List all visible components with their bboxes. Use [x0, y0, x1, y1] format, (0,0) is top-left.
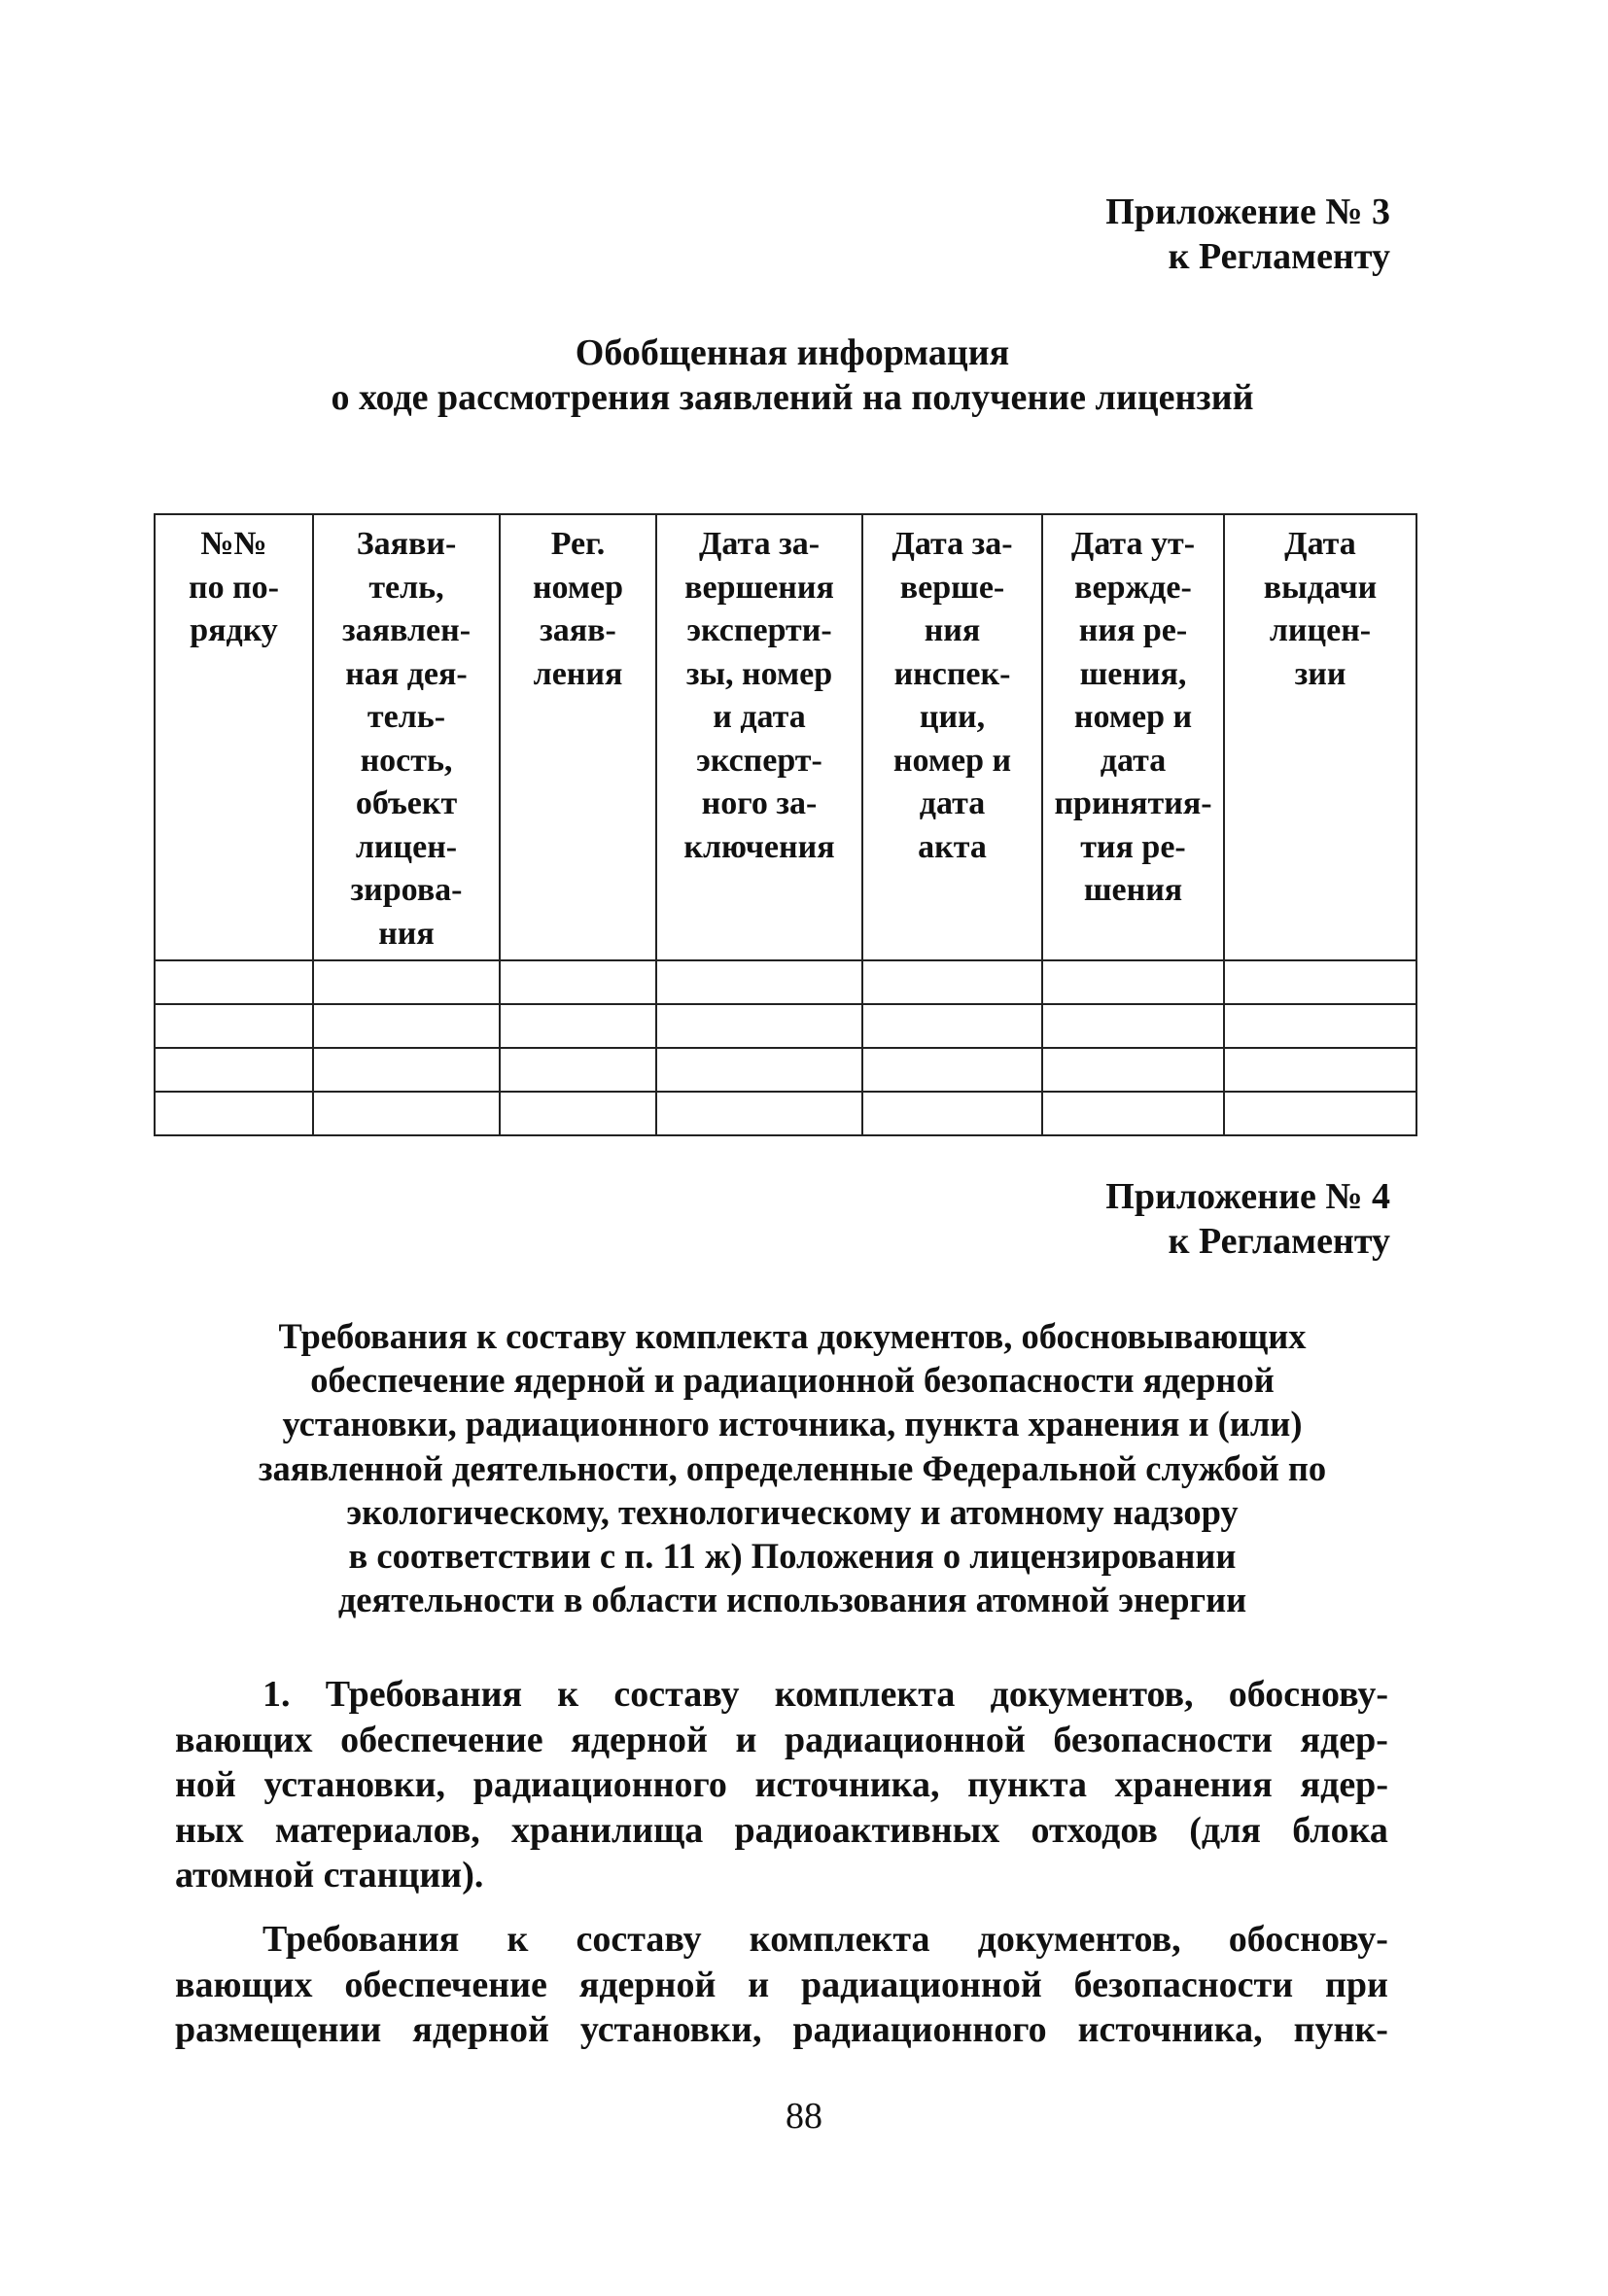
- column-header-line: номер и: [892, 742, 1012, 779]
- column-header-line: верше-: [899, 569, 1005, 606]
- table-cell: [862, 1048, 1042, 1092]
- table-cell: [862, 960, 1042, 1004]
- paragraph-word: обоснову-: [1228, 1674, 1388, 1715]
- column-header-line: вержде-: [1074, 569, 1192, 606]
- paragraph-word: пункта: [967, 1764, 1087, 1805]
- table-cell: [313, 960, 500, 1004]
- table-cell: [500, 1048, 656, 1092]
- paragraph-word: к: [507, 1919, 529, 1960]
- appendix-4-title-line: в соответствии с п. 11 ж) Положения о лицензировании: [348, 1536, 1237, 1577]
- paragraph-word: безопасности: [1073, 1964, 1294, 2005]
- page-number: 88: [786, 2096, 822, 2137]
- column-header-5: [862, 514, 1042, 960]
- column-header-2: [313, 514, 500, 960]
- column-header-line: ключения: [683, 828, 835, 865]
- column-header-line: ния: [378, 915, 435, 952]
- paragraph-word: безопасности: [1053, 1719, 1273, 1760]
- table-cell: [1224, 1092, 1416, 1135]
- column-header-3: [500, 514, 656, 960]
- paragraph-line: [175, 1762, 1388, 1808]
- paragraph-word: ных: [175, 1809, 244, 1851]
- paragraph-word: обеспечение: [340, 1719, 543, 1760]
- column-header-line: вершения: [684, 569, 834, 606]
- paragraph-word: Требования: [325, 1674, 523, 1715]
- column-header-4: [656, 514, 862, 960]
- paragraph-word: радиационного: [472, 1764, 727, 1805]
- paragraph-word: обоснову-: [1228, 1919, 1388, 1960]
- paragraph-word: составу: [613, 1674, 740, 1715]
- column-header-line: дата: [1100, 742, 1167, 779]
- paragraph-word: материалов,: [274, 1809, 480, 1851]
- paragraph-word: радиационной: [801, 1964, 1042, 2005]
- appendix-4-title: [146, 1314, 1439, 1621]
- column-header-line: ная дея-: [345, 655, 468, 692]
- table-cell: [1042, 1048, 1224, 1092]
- table-cell: [313, 1092, 500, 1135]
- column-header-line: ления: [533, 655, 623, 692]
- paragraph-line: [175, 1917, 1388, 1963]
- column-header-line: шения,: [1079, 655, 1187, 692]
- appendix-3-title-line-2: о ходе рассмотрения заявлений на получение лицензий: [331, 377, 1254, 418]
- table-cell: [1224, 1048, 1416, 1092]
- paragraph-word: установки,: [579, 2009, 762, 2050]
- table-cell: [155, 1004, 313, 1048]
- column-header-line: ния: [924, 612, 981, 648]
- appendix-4-title-line: Требования к составу комплекта документов, обосновывающих: [278, 1316, 1307, 1356]
- appendix-4-heading: [1105, 1174, 1390, 1264]
- column-header-line: Дата ут-: [1070, 526, 1196, 562]
- table-cell: [656, 1092, 862, 1135]
- table-cell: [656, 1004, 862, 1048]
- paragraph-word: хранения: [1114, 1764, 1273, 1805]
- column-header-line: рядку: [190, 612, 278, 648]
- column-header-6: [1042, 514, 1224, 960]
- appendix-3-title-line-1: Обобщенная информация: [575, 332, 1010, 373]
- paragraph-word: документов,: [990, 1674, 1194, 1715]
- paragraph-line: [175, 1963, 1388, 2008]
- table-cell: [500, 960, 656, 1004]
- column-header-line: эксперт-: [696, 742, 822, 779]
- paragraph-word: радиационной: [785, 1719, 1026, 1760]
- paragraph-word: ной: [175, 1764, 236, 1805]
- paragraph-word: ядер-: [1300, 1719, 1388, 1760]
- paragraph-line: [175, 1718, 1388, 1763]
- table-cell: [1042, 1004, 1224, 1048]
- appendix-3-heading: [1105, 190, 1390, 279]
- table-cell: [313, 1004, 500, 1048]
- paragraph-word: вающих: [175, 1719, 313, 1760]
- paragraph-word: комплекта: [774, 1674, 956, 1715]
- table-row: [155, 960, 1416, 1004]
- paragraph-word: радиационного: [792, 2009, 1047, 2050]
- appendix-4-reference: к Регламенту: [1168, 1221, 1390, 1262]
- table-cell: [155, 1048, 313, 1092]
- column-header-line: инспек-: [893, 655, 1011, 692]
- table-cell: [500, 1004, 656, 1048]
- column-header-line: принятия-: [1054, 785, 1212, 821]
- column-header-line: номер и: [1073, 699, 1193, 735]
- paragraph-1: [175, 1672, 1388, 1898]
- paragraph-word: документов,: [977, 1919, 1181, 1960]
- table-cell: [1224, 1004, 1416, 1048]
- paragraph-word: и: [735, 1719, 757, 1760]
- table-cell: [155, 960, 313, 1004]
- table-row: [155, 1092, 1416, 1135]
- paragraph-word: хранилища: [511, 1809, 704, 1851]
- appendix-4-title-line: установки, радиационного источника, пункта хранения и (или): [282, 1404, 1303, 1444]
- paragraph-word: обеспечение: [344, 1964, 547, 2005]
- column-header-line: Дата за-: [891, 526, 1013, 562]
- table-cell: [500, 1092, 656, 1135]
- column-header-line: ность,: [360, 742, 453, 779]
- appendix-4-number: Приложение № 4: [1105, 1176, 1390, 1217]
- applications-table: [154, 513, 1417, 1136]
- column-header-line: лицен-: [355, 828, 458, 865]
- column-header-line: акта: [918, 828, 987, 865]
- column-header-line: лицен-: [1269, 612, 1372, 648]
- table-cell: [1224, 960, 1416, 1004]
- column-header-line: зы, номер: [685, 655, 833, 692]
- column-header-line: ции,: [919, 699, 986, 735]
- column-header-line: и дата: [713, 699, 806, 735]
- column-header-line: Заяви-: [356, 526, 457, 562]
- column-header-line: выдачи: [1263, 569, 1378, 606]
- appendix-3-title: [146, 330, 1439, 420]
- table-body: [155, 960, 1416, 1135]
- paragraph-word: ядерной: [412, 2009, 549, 2050]
- paragraph-word: радиоактивных: [734, 1809, 1000, 1851]
- column-header-line: шения: [1083, 872, 1183, 908]
- paragraph-word: отходов: [1031, 1809, 1158, 1851]
- paragraph-2: [175, 1917, 1388, 2053]
- column-header-line: №№: [200, 526, 267, 562]
- column-header-line: Рег.: [550, 526, 606, 562]
- paragraph-word: источника,: [754, 1764, 940, 1805]
- appendix-4-title-line: заявленной деятельности, определенные Федеральной службой по: [258, 1447, 1327, 1488]
- paragraph-word: составу: [576, 1919, 702, 1960]
- paragraph-word: размещении: [175, 2009, 382, 2050]
- appendix-4-title-line: экологическому, технологическому и атомному надзору: [346, 1491, 1239, 1532]
- column-header-line: ного за-: [701, 785, 818, 821]
- column-header-line: зирова-: [350, 872, 463, 908]
- column-header-line: тель,: [368, 569, 444, 606]
- column-header-line: по по-: [188, 569, 279, 606]
- paragraph-word: вающих: [175, 1964, 313, 2005]
- paragraph-word: и: [748, 1964, 770, 2005]
- paragraph-word: (для: [1189, 1809, 1261, 1851]
- column-header-line: объект: [355, 785, 458, 821]
- table-cell: [1042, 1092, 1224, 1135]
- column-header-line: заявлен-: [341, 612, 472, 648]
- column-header-line: эксперти-: [686, 612, 832, 648]
- appendix-3-number: Приложение № 3: [1105, 191, 1390, 232]
- paragraph-word: к: [557, 1674, 579, 1715]
- paragraph-word: установки,: [263, 1764, 446, 1805]
- column-header-line: номер: [532, 569, 624, 606]
- paragraph-word: блока: [1292, 1809, 1388, 1851]
- column-header-line: зии: [1294, 655, 1346, 692]
- paragraph-line: атомной станции).: [175, 1855, 484, 1896]
- paragraph-word: Требования: [262, 1919, 460, 1960]
- paragraph-word: комплекта: [749, 1919, 930, 1960]
- paragraph-word: пунк-: [1293, 2009, 1388, 2050]
- paragraph-word: ядерной: [571, 1719, 708, 1760]
- appendix-4-title-line: обеспечение ядерной и радиационной безопасности ядерной: [310, 1360, 1275, 1401]
- column-header-line: заяв-: [540, 612, 616, 648]
- table-cell: [155, 1092, 313, 1135]
- paragraph-line: [175, 1808, 1388, 1854]
- table-cell: [1042, 960, 1224, 1004]
- table-cell: [862, 1092, 1042, 1135]
- table-cell: [862, 1004, 1042, 1048]
- paragraph-word: при: [1324, 1964, 1388, 2005]
- paragraph-word: ядер-: [1300, 1764, 1388, 1805]
- column-header-line: тель-: [367, 699, 446, 735]
- table-cell: [313, 1048, 500, 1092]
- table-cell: [656, 960, 862, 1004]
- table-cell: [656, 1048, 862, 1092]
- column-header-line: Дата: [1284, 526, 1356, 562]
- paragraph-line: [175, 2007, 1388, 2053]
- paragraph-word: ядерной: [578, 1964, 717, 2005]
- paragraph-line: [175, 1672, 1388, 1718]
- paragraph-word: 1.: [262, 1674, 291, 1715]
- column-header-line: ния ре-: [1078, 612, 1188, 648]
- column-header-7: [1224, 514, 1416, 960]
- column-header-line: тия ре-: [1080, 828, 1186, 865]
- paragraph-word: источника,: [1077, 2009, 1263, 2050]
- appendix-4-title-line: деятельности в области использования атомной энергии: [337, 1580, 1247, 1620]
- appendix-3-reference: к Регламенту: [1168, 236, 1390, 277]
- table-row: [155, 1048, 1416, 1092]
- column-header-line: дата: [919, 785, 986, 821]
- table-header-row: [155, 514, 1416, 960]
- table-row: [155, 1004, 1416, 1048]
- column-header-1: [155, 514, 313, 960]
- column-header-line: Дата за-: [698, 526, 821, 562]
